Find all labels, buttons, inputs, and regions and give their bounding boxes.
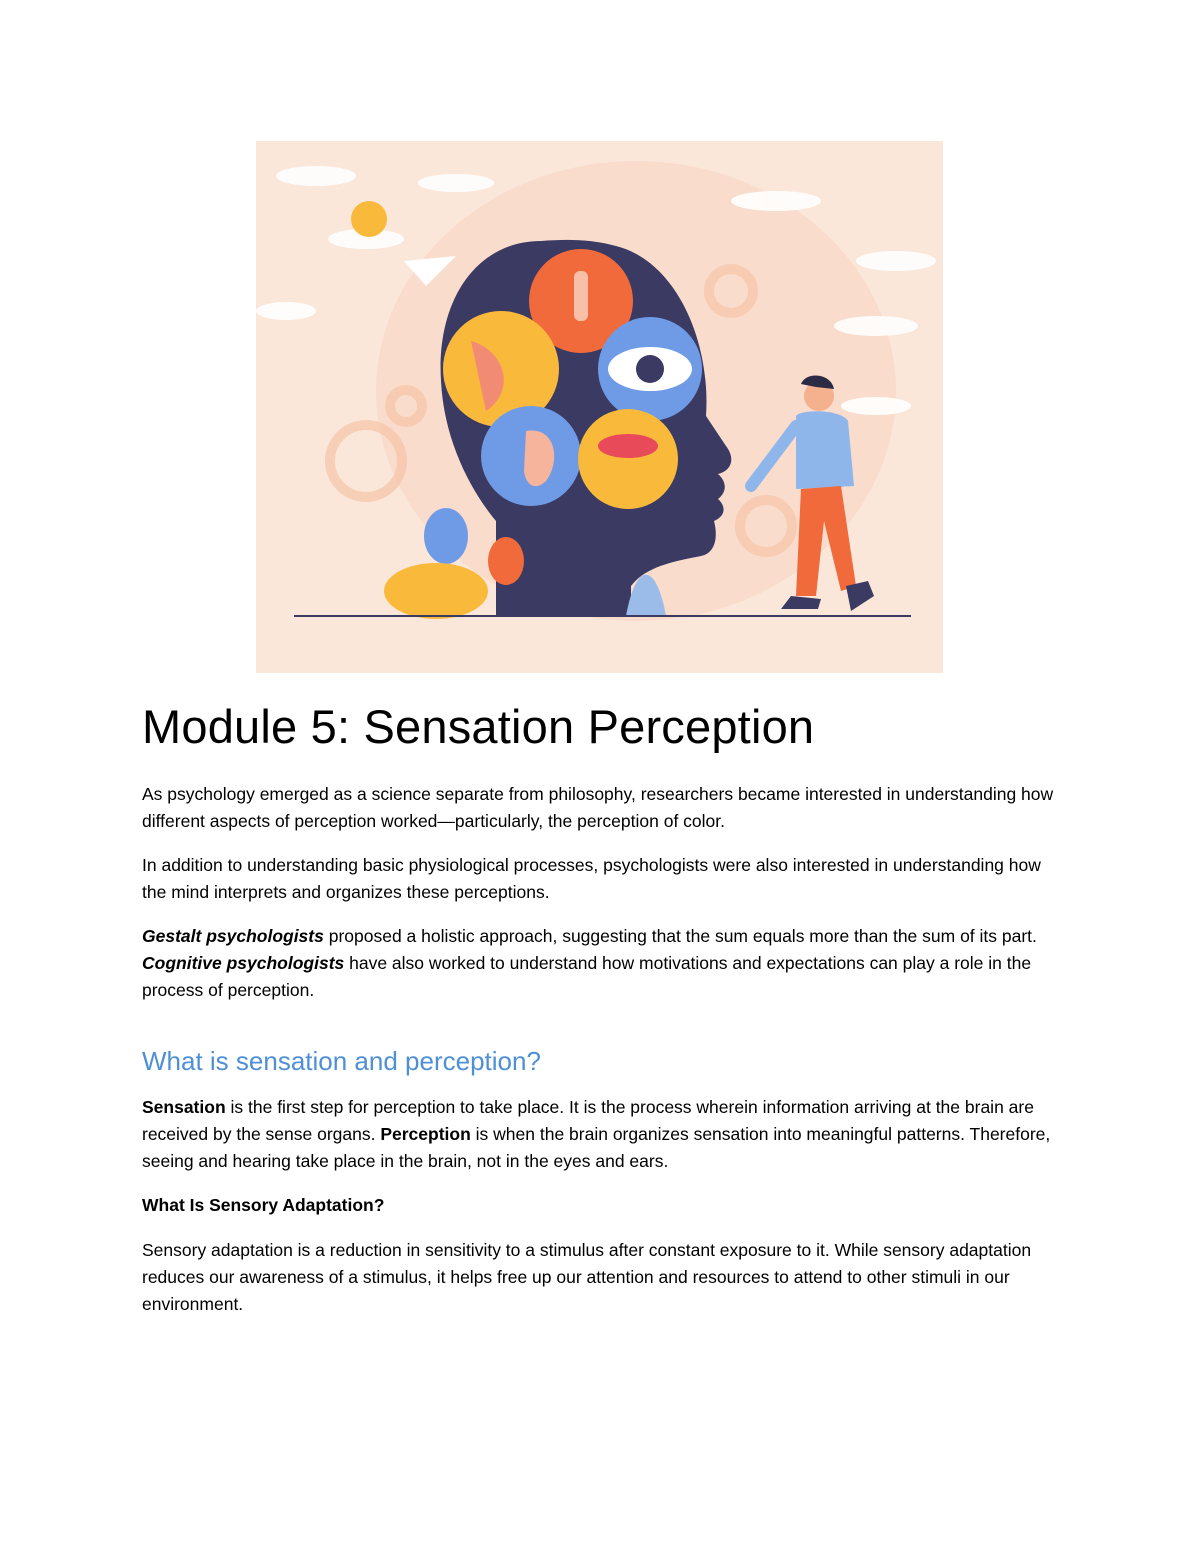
term-perception: Perception <box>380 1124 471 1144</box>
term-sensation: Sensation <box>142 1097 226 1117</box>
intro-paragraph-1: As psychology emerged as a science separate from philosophy, researchers became interested in understanding how different aspects of perception worked—particularly, the perception of color. <box>142 784 1054 831</box>
paragraph-text: proposed a holistic approach, suggesting that the sum equals more than the sum of its part. <box>323 926 1037 946</box>
head-senses-illustration <box>256 141 943 673</box>
term-gestalt: Gestalt psychologists <box>142 926 324 946</box>
subheading: What Is Sensory Adaptation? <box>142 1195 385 1215</box>
paragraph-text: have also worked to understand how motivations and expectations can play a role in the process of perception. <box>142 953 1032 1000</box>
section-heading: What is sensation and perception? <box>142 1046 541 1076</box>
intro-paragraph-3 <box>142 923 1062 1004</box>
document-body <box>142 695 1062 1335</box>
adaptation-paragraph: Sensory adaptation is a reduction in sensitivity to a stimulus after constant exposure to it. While sensory adaptation reduces our awareness of a stimulus, it helps free up our attention and resources to attend to other stimuli in our environment. <box>142 1240 1032 1314</box>
sensation-paragraph <box>142 1094 1062 1175</box>
intro-paragraph-2: In addition to understanding basic physiological processes, psychologists were also interested in understanding how the mind interprets and organizes these perceptions. <box>142 855 1041 902</box>
paragraph-text: is the first step for perception to take place. It is the process wherein information arriving at the brain are received by the sense organs. <box>142 1097 1034 1144</box>
page-title: Module 5: Sensation Perception <box>142 700 815 753</box>
paragraph-text: is when the brain organizes sensation into meaningful patterns. Therefore, seeing and hearing take place in the brain, not in the eyes and ears. <box>142 1124 1051 1171</box>
term-cognitive: Cognitive psychologists <box>142 953 345 973</box>
